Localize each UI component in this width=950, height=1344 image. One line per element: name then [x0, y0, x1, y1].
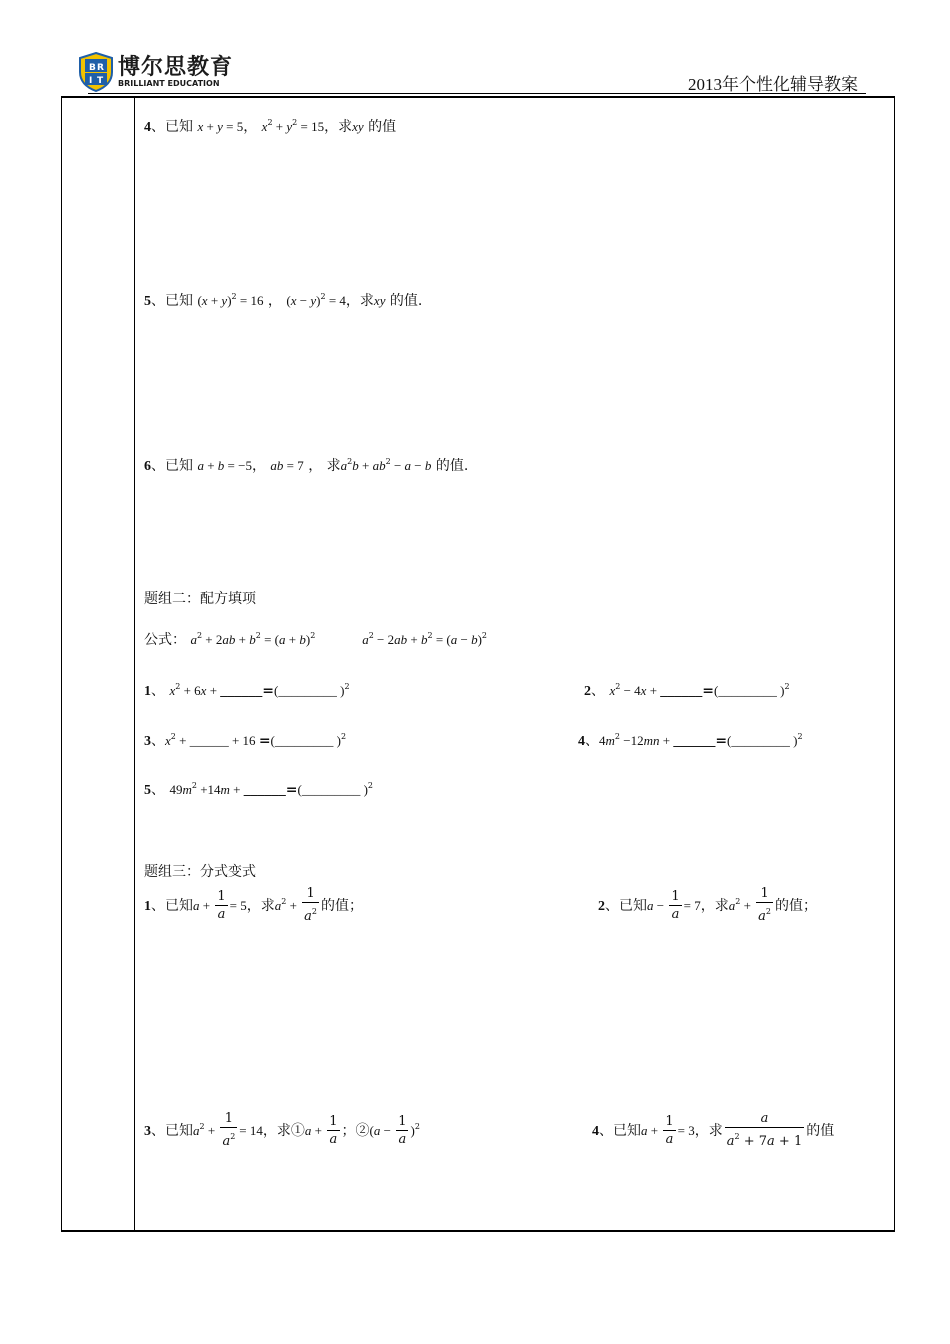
formula-line: 公式： $a^2 + 2ab + b^2 = (a + b)^2$ $a^2 - 2ab + b^2 = (a - b)^2$	[144, 631, 488, 648]
fill-item-5: 5、 $49m^2 +14m$ + ______=(_________ )$^2$	[144, 781, 374, 798]
fraction-problem-4: 4、已知a + $\frac{1}{a}$ = 3，求 $\frac{a}{a^2 + 7a + 1}$ 的值	[592, 1111, 835, 1149]
fill-item-4: 4、$4m^2 -12mn$ + ______=(_________ )$^2$	[578, 732, 803, 749]
problem-4: 4、已知 x + y = 5， $x^2 + y^2 = 15$，求xy 的值	[144, 118, 397, 135]
logo-shield-icon	[78, 52, 114, 92]
fraction-problem-1: 1、已知a + $\frac{1}{a}$ = 5，求$a^2$ + $\frac{1}{a^2}$ 的值；	[144, 886, 364, 924]
svg-text:I: I	[89, 76, 93, 86]
header-divider	[88, 93, 866, 94]
fraction-problem-2: 2、已知a − $\frac{1}{a}$ = 7，求$a^2$ + $\frac{1}{a^2}$ 的值；	[598, 886, 818, 924]
brand-logo	[78, 52, 248, 94]
fill-item-3: 3、$x^2$ + ______ + 16 =(_________ )$^2$	[144, 732, 347, 749]
svg-text:B: B	[89, 63, 96, 73]
answer-blank[interactable]: ______	[660, 684, 703, 699]
fill-item-1: 1、 $x^2 + 6x$ + ______=(_________ )$^2$	[144, 682, 350, 699]
problem-6: 6、已知 a + b = −5， ab = 7 ， 求$a^2b + ab^2 - a - b$ 的值.	[144, 457, 469, 474]
fill-item-2: 2、 $x^2 - 4x$ + ______=(_________ )$^2$	[584, 682, 790, 699]
answer-blank[interactable]: ______	[189, 733, 229, 748]
answer-blank[interactable]: ______	[243, 783, 286, 798]
page-header-title: 2013年个性化辅导教案	[688, 75, 858, 94]
section-heading-group2: 题组二：配方填项	[144, 591, 256, 607]
fraction-problem-3: 3、已知$a^2$ + $\frac{1}{a^2}$ = 14，求①a + $\frac{1}{a}$ ；②(a − $\frac{1}{a}$ )$^2$	[144, 1111, 420, 1149]
svg-text:T: T	[97, 76, 104, 86]
table-column-divider	[134, 98, 135, 1230]
logo-chinese-name: 博尔思教育	[118, 55, 234, 80]
logo-english-name: BRILLIANT EDUCATION	[118, 79, 220, 88]
section-heading-group3: 题组三：分式变式	[144, 864, 256, 880]
answer-blank[interactable]: ______	[220, 684, 263, 699]
problem-5: 5、已知 $(x + y)^2 = 16$ ， $(x - y)^2 = 4$，求xy 的值.	[144, 292, 423, 309]
svg-text:R: R	[97, 63, 104, 73]
answer-blank[interactable]: ______	[673, 734, 716, 749]
lesson-table-frame	[61, 96, 895, 1232]
